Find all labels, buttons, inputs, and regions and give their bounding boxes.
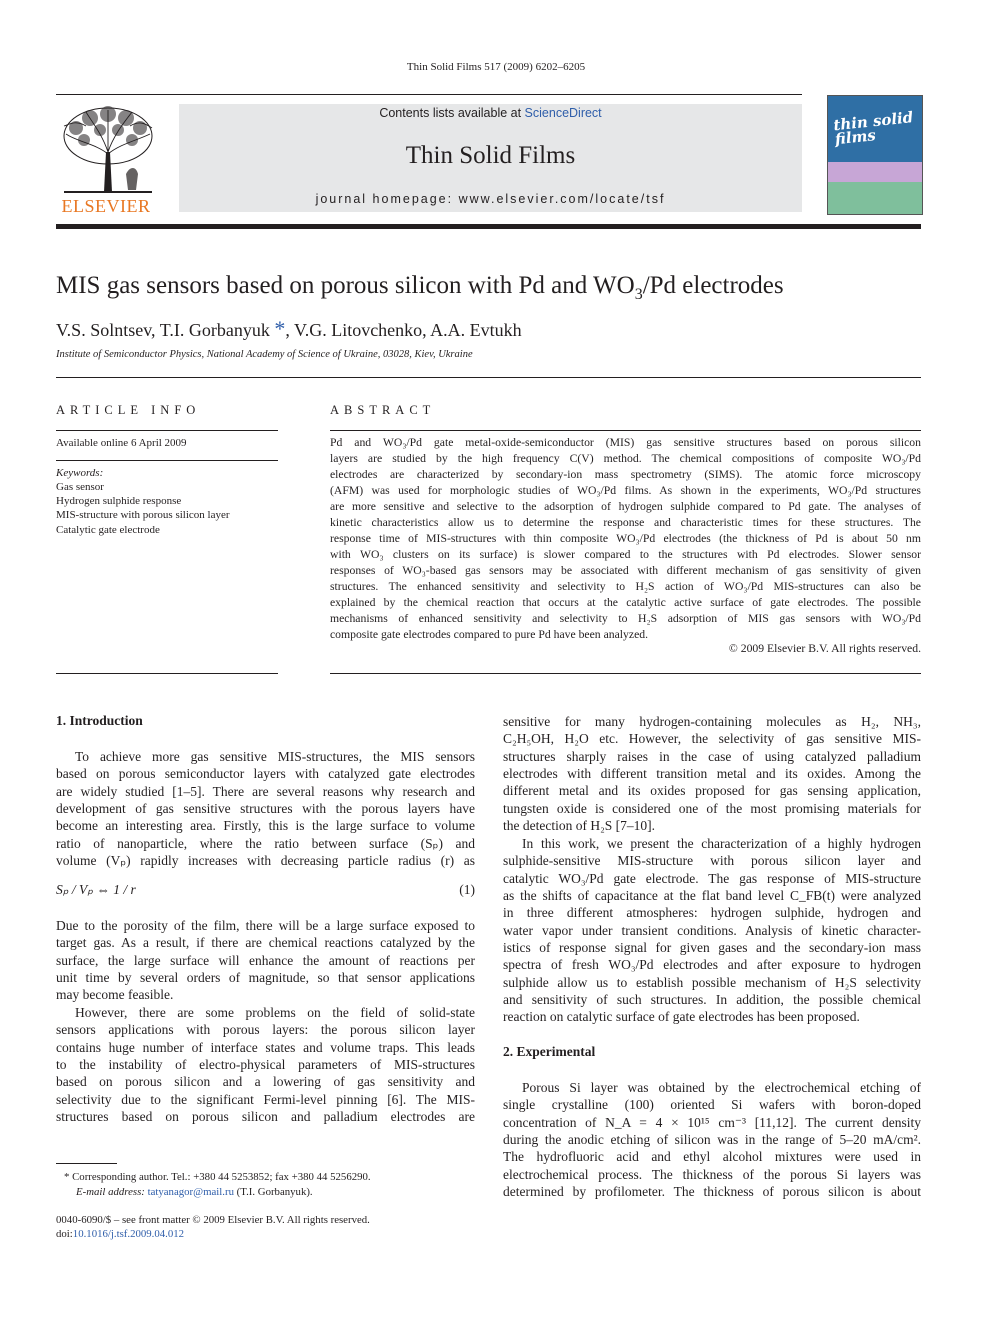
corresponding-author-footnote: * Corresponding author. Tel.: +380 44 5253852; fax +380 44 5256290. xyxy=(64,1171,371,1183)
corresponding-author-mark[interactable]: * xyxy=(274,316,286,341)
keyword-item: MIS-structure with porous silicon layer xyxy=(56,509,230,521)
abstract-line: mechanisms of enhanced sensitivity and selectivity to H₂S adsorption of MIS gas sensors with WO₃/Pd xyxy=(330,612,921,625)
abstract-text xyxy=(330,435,921,643)
authors: V.S. Solntsev, T.I. Gorbanyuk *, V.G. Litovchenko, A.A. Evtukh xyxy=(56,316,522,341)
journal-cover-thumbnail[interactable] xyxy=(827,95,923,215)
email-footnote: E-mail address: tatyanagor@mail.ru (T.I. Gorbanyuk). xyxy=(76,1186,313,1198)
contents-prefix: Contents lists available at xyxy=(379,106,525,120)
contents-line xyxy=(179,106,802,120)
keyword-item: Gas sensor xyxy=(56,481,104,493)
intro-paragraph-4: sensitive for many hydrogen-containing molecules as H₂, NH₃, C₂H₅OH, H₂O etc. However, the selectivity of gas sensitive MIS- structures sharply raises in the case of using catalyzed palladium electrodes with different transition metal and its oxides. Among the different metal and its oxides proposed for gas sensing application, tungsten oxide is considered one of the most promising materials for the detection of H₂S [7–10]. xyxy=(503,714,921,834)
sciencedirect-link[interactable]: ScienceDirect xyxy=(524,106,602,120)
intro-paragraph-3: However, there are some problems on the field of solid-state sensors applications with porous layers: the porous silicon layer contains huge number of interface states and volume traps. This leads to the instability of electro-physical parameters of MIS-structures based on porous silicon and a lowering of gas sensitivity and selectivity due to the significant Fermi-level pinning [6]. The MIS- structures based on porous silicon and palladium electrodes are xyxy=(56,1005,475,1125)
abstract-copyright: © 2009 Elsevier B.V. All rights reserved. xyxy=(728,642,921,655)
issn-line: 0040-6090/$ – see front matter © 2009 Elsevier B.V. All rights reserved. xyxy=(56,1214,370,1226)
header-thick-rule xyxy=(56,224,921,229)
article-info-heading: ARTICLE INFO xyxy=(56,403,201,417)
doi-line: doi:10.1016/j.tsf.2009.04.012 xyxy=(56,1228,185,1240)
available-online: Available online 6 April 2009 xyxy=(56,437,187,449)
keyword-item: Hydrogen sulphide response xyxy=(56,495,182,507)
abstract-line: layers are studied by the high frequency C(V) method. The chemical compositions of composite WO₃/Pd xyxy=(330,452,921,465)
abstract-line: with WO₃ clusters on its surface) is slower compared to the structures with Pd electrodes. Slower sensor xyxy=(330,548,921,561)
keywords-label: Keywords: xyxy=(56,467,104,479)
abstract-line: kinetic characteristics allow us to determine the response and characteristic times for these structures. The xyxy=(330,516,921,529)
cover-title: thin solid films xyxy=(832,108,915,149)
abstract-line: (AFM) was used for morphologic studies of WO₃/Pd films. As shown in the experiments, WO₃/Pd structures xyxy=(330,484,921,497)
affiliation: Institute of Semiconductor Physics, National Academy of Science of Ukraine, 03028, Kiev, Ukraine xyxy=(56,349,473,360)
email-link[interactable]: tatyanagor@mail.ru xyxy=(147,1186,234,1198)
abstract-line: electrodes are characterized by secondary-ion mass spectrometry (SIMS). The atomic force microscopy xyxy=(330,468,921,481)
intro-paragraph-1: To achieve more gas sensitive MIS-structures, the MIS sensors based on porous semiconductor layers with catalyzed gate electrodes are widely studied [1–5]. There are several reasons why research and development of gas sensitive structures with the porous layers have become an interesting area. Firstly, this is the large surface to volume ratio of nanoparticle, where the ratio between surface (Sₚ) and volume (Vₚ) rapidly increases with decreasing particle radius (r) as xyxy=(56,749,475,869)
abstract-rule-bottom xyxy=(330,673,921,674)
doi-link[interactable]: 10.1016/j.tsf.2009.04.012 xyxy=(72,1228,185,1240)
journal-reference: Thin Solid Films 517 (2009) 6202–6205 xyxy=(406,61,586,73)
abstract-line: composite gate electrodes compared to pure Pd have been analyzed. xyxy=(330,628,649,641)
article-title: MIS gas sensors based on porous silicon with Pd and $WO_3/Pd$ electrodes xyxy=(56,272,784,303)
info-rule-bottom xyxy=(56,673,278,674)
keyword-item: Catalytic gate electrode xyxy=(56,524,160,536)
equation-1 xyxy=(56,882,475,898)
section-heading-experimental: 2. Experimental xyxy=(503,1044,596,1059)
intro-paragraph-2: Due to the porosity of the film, there will be a large surface exposed to target gas. As a result, if there are chemical reactions catalyzed by the surface, the large surface will enhance the amount of reactions per unit time by several orders of magnitude, so that sensor applications may become feasible. xyxy=(56,918,475,1003)
experimental-paragraph-1: Porous Si layer was obtained by the electrochemical etching of single crystalline (100) oriented Si wafers with boron-doped concentration of N_A = 4 × 10¹⁵ cm⁻³ [11,12]. The current density during the anodic etching of silicon was in the range of 5–20 mA/cm². The hydrofluoric acid and ethyl alcohol mixtures were used in electrochemical process. The thickness of the porous Si layers was determined by profilometer. The thickness of porous silicon is about xyxy=(503,1080,921,1200)
footnote-rule xyxy=(56,1163,117,1164)
abstract-line: explained by the chemical reaction that occurs at the catalytic active surface of gate electrodes. The possible xyxy=(330,596,921,609)
journal-name: Thin Solid Films xyxy=(405,142,576,169)
journal-homepage-link[interactable]: journal homepage: www.elsevier.com/locate/tsf xyxy=(315,192,666,206)
abstract-line: Pd and WO₃/Pd gate metal-oxide-semiconductor (MIS) gas sensitive structures based on porous silicon xyxy=(330,436,921,449)
info-rule-2 xyxy=(56,460,278,461)
elsevier-wordmark: ELSEVIER xyxy=(61,196,151,216)
header-rule xyxy=(56,94,802,95)
abstract-line: structures. The enhanced sensitivity and selectivity to H₂S action of WO₃/Pd MIS-structures can also be xyxy=(330,580,921,593)
tree-icon xyxy=(56,104,156,196)
section-heading-introduction: 1. Introduction xyxy=(56,713,143,728)
abstract-line: are more sensitive and selective to the adsorption of hydrogen sulphide compared to Pd gate. The analyses of xyxy=(330,500,921,513)
abstract-heading: ABSTRACT xyxy=(330,403,436,417)
title-rule xyxy=(56,377,921,378)
abstract-line: responses of WO₃-based gas sensors may be associated with different mechanism of gas sensitivity of given xyxy=(330,564,921,577)
abstract-line: response time of MIS-structures with thin composite WO₃/Pd electrodes (the thickness of Pd is about 50 nm xyxy=(330,532,921,545)
abstract-rule-top xyxy=(330,430,921,431)
intro-paragraph-5: In this work, we present the characterization of a highly hydrogen sulphide-sensitive MIS-structure with porous silicon layer and catalytic WO₃/Pd gate electrode. The gas response of MIS-structure as the shifts of capacitance at the flat band level C_FB(t) were analyzed in three different atmospheres: hydrogen sulphide, hydrogen and water vapor under transient conditions. Analysis of kinetic character- istics of response signal for given gases and the secondary-ion mass spectra of fresh WO₃/Pd electrodes and after exposure to hydrogen sulphide allow us to establish possible mechanism of H₂S selectivity and sensitivity of such structures. In addition, the possible chemical reaction on catalytic surface of gate electrodes has been proposed. xyxy=(503,836,921,1025)
equation-expression: Sₚ / Vₚ ⇔ 1 / r xyxy=(56,882,136,897)
equation-number: (1) xyxy=(459,882,475,897)
info-rule-1 xyxy=(56,430,278,431)
